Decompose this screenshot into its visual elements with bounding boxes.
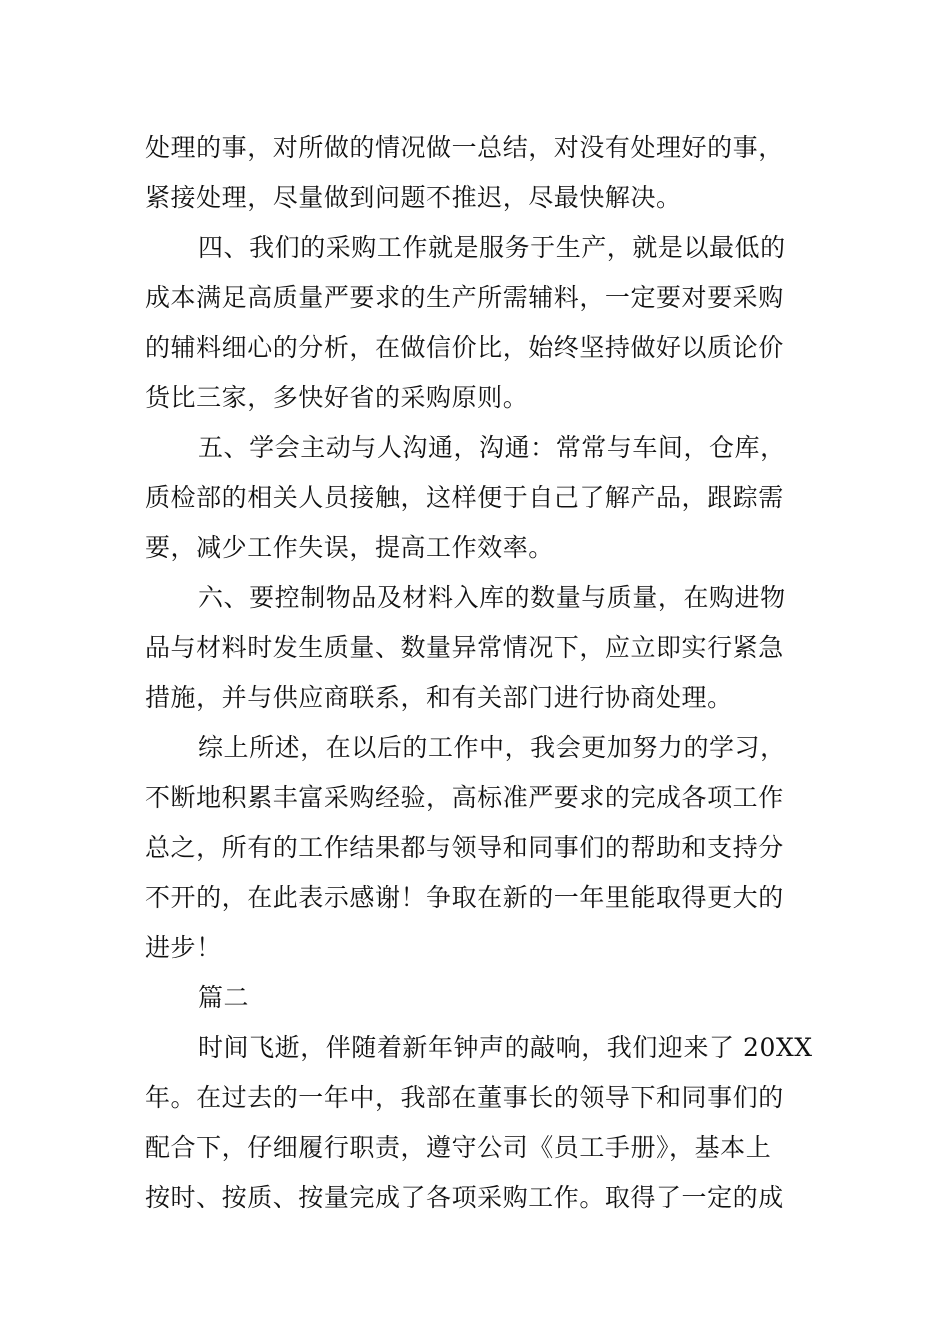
document-body bbox=[145, 123, 813, 1223]
paragraph-start-line: 五、学会主动与人沟通，沟通：常常与车间，仓库， bbox=[198, 433, 786, 462]
text-line: 不开的，在此表示感谢！争取在新的一年里能取得更大的 bbox=[145, 883, 784, 912]
paragraph-start-line: 六、要控制物品及材料入库的数量与质量，在购进物 bbox=[198, 583, 786, 612]
text-line: 措施，并与供应商联系，和有关部门进行协商处理。 bbox=[145, 683, 733, 712]
text-line: 进步！ bbox=[145, 933, 222, 962]
text-line: 配合下，仔细履行职责，遵守公司《员工手册》，基本上 bbox=[145, 1133, 772, 1162]
paragraph-start-line: 时间飞逝，伴随着新年钟声的敲响，我们迎来了 20XX bbox=[198, 1033, 813, 1062]
text-line: 年。在过去的一年中，我部在董事长的领导下和同事们的 bbox=[145, 1083, 784, 1112]
paragraph-start-line: 综上所述，在以后的工作中，我会更加努力的学习， bbox=[198, 733, 786, 762]
text-line: 按时、按质、按量完成了各项采购工作。取得了一定的成 bbox=[145, 1183, 784, 1212]
text-line: 紧接处理，尽量做到问题不推迟，尽最快解决。 bbox=[145, 183, 682, 212]
paragraph-start-line: 四、我们的采购工作就是服务于生产，就是以最低的 bbox=[198, 233, 786, 262]
text-line: 成本满足高质量严要求的生产所需辅料，一定要对要采购 bbox=[145, 283, 784, 312]
text-line: 质检部的相关人员接触，这样便于自己了解产品，跟踪需 bbox=[145, 483, 784, 512]
text-line: 货比三家，多快好省的采购原则。 bbox=[145, 383, 529, 412]
text-line: 的辅料细心的分析，在做信价比，始终坚持做好以质论价 bbox=[145, 333, 784, 362]
text-line: 品与材料时发生质量、数量异常情况下，应立即实行紧急 bbox=[145, 633, 784, 662]
text-line: 要，减少工作失误，提高工作效率。 bbox=[145, 533, 554, 562]
section-heading: 篇二 bbox=[198, 983, 250, 1012]
text-line: 不断地积累丰富采购经验，高标准严要求的完成各项工作 bbox=[145, 783, 784, 812]
text-line: 总之，所有的工作结果都与领导和同事们的帮助和支持分 bbox=[145, 833, 784, 862]
text-line: 处理的事，对所做的情况做一总结，对没有处理好的事， bbox=[145, 133, 784, 162]
